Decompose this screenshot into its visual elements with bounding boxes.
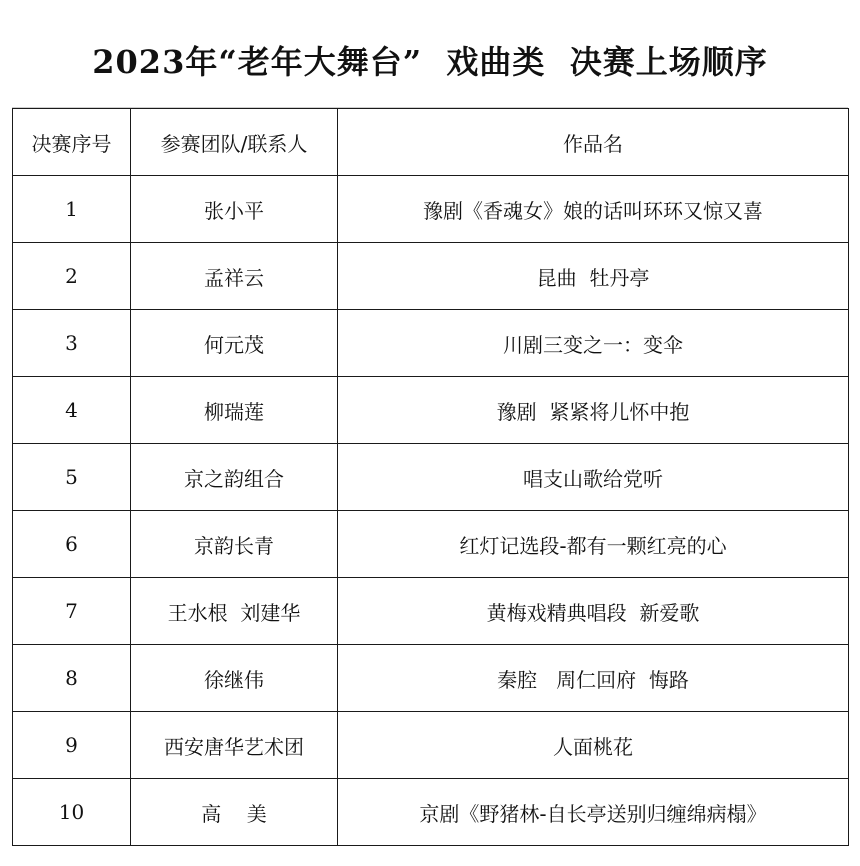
- work-title: 京剧《野猪林-自长亭送别归缠绵病榻》: [338, 779, 849, 846]
- team-name: 京之韵组合: [131, 444, 338, 511]
- table-row: [13, 645, 849, 712]
- table-row: [13, 444, 849, 511]
- team-name: 何元茂: [131, 310, 338, 377]
- work-title: 秦腔 周仁回府 悔路: [338, 645, 849, 712]
- order-number: 3: [13, 310, 131, 377]
- table-row: [13, 243, 849, 310]
- team-name: 王水根 刘建华: [131, 578, 338, 645]
- team-name: 柳瑞莲: [131, 377, 338, 444]
- table-row: [13, 779, 849, 846]
- order-number: 7: [13, 578, 131, 645]
- table-row: [13, 310, 849, 377]
- performance-order-table: [12, 108, 849, 846]
- work-title: 豫剧 紧紧将儿怀中抱: [338, 377, 849, 444]
- order-number: 10: [13, 779, 131, 846]
- header-final-order: 决赛序号: [13, 109, 131, 176]
- table-row: [13, 511, 849, 578]
- order-number: 4: [13, 377, 131, 444]
- table-row: [13, 377, 849, 444]
- header-work-name: 作品名: [338, 109, 849, 176]
- table-row: [13, 176, 849, 243]
- work-title: 豫剧《香魂女》娘的话叫环环又惊又喜: [338, 176, 849, 243]
- table-row: [13, 712, 849, 779]
- order-number: 1: [13, 176, 131, 243]
- table-header-row: [13, 109, 849, 176]
- order-number: 8: [13, 645, 131, 712]
- table-row: [13, 578, 849, 645]
- order-number: 2: [13, 243, 131, 310]
- work-title: 川剧三变之一：变伞: [338, 310, 849, 377]
- team-name: 高 美: [131, 779, 338, 846]
- work-title: 唱支山歌给党听: [338, 444, 849, 511]
- order-number: 9: [13, 712, 131, 779]
- work-title: 昆曲 牡丹亭: [338, 243, 849, 310]
- order-number: 5: [13, 444, 131, 511]
- team-name: 孟祥云: [131, 243, 338, 310]
- team-name: 西安唐华艺术团: [131, 712, 338, 779]
- team-name: 徐继伟: [131, 645, 338, 712]
- work-title: 红灯记选段-都有一颗红亮的心: [338, 511, 849, 578]
- team-name: 张小平: [131, 176, 338, 243]
- page-title: 2023年“老年大舞台” 戏曲类 决赛上场顺序: [12, 12, 848, 108]
- schedule-sheet: [12, 12, 848, 858]
- work-title: 黄梅戏精典唱段 新爱歌: [338, 578, 849, 645]
- header-team-contact: 参赛团队/联系人: [131, 109, 338, 176]
- team-name: 京韵长青: [131, 511, 338, 578]
- order-number: 6: [13, 511, 131, 578]
- work-title: 人面桃花: [338, 712, 849, 779]
